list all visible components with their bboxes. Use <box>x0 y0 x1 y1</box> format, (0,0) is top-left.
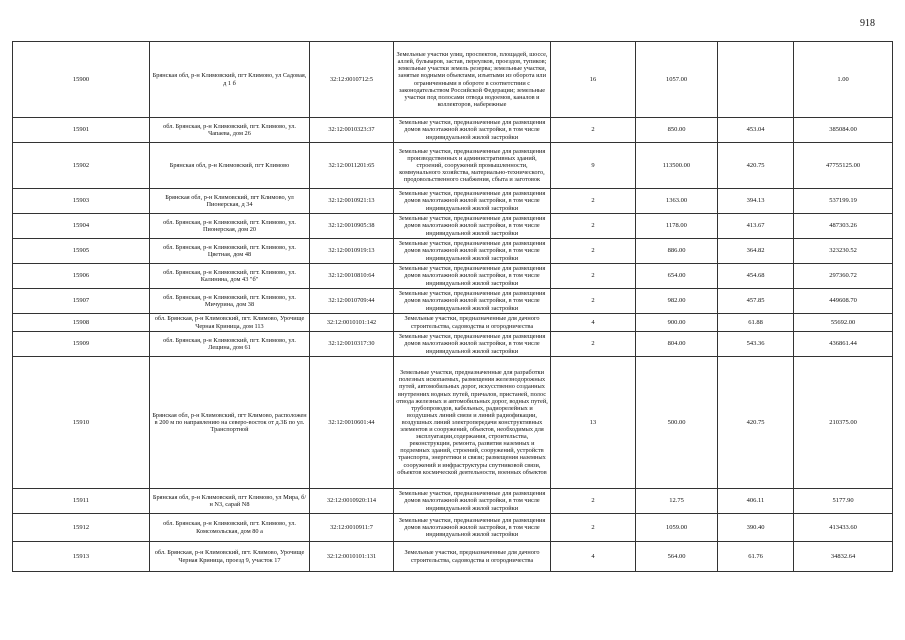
row-group-code: 2 <box>551 118 636 143</box>
row-group-code: 2 <box>551 189 636 214</box>
row-cadastral-value: 385084.00 <box>794 118 893 143</box>
row-number: 15905 <box>13 239 150 264</box>
row-unit-value: 406.11 <box>718 489 794 514</box>
row-cadastral-value: 487303.26 <box>794 214 893 239</box>
row-number: 15913 <box>13 542 150 572</box>
row-land-purpose: Земельные участки, предназначенные для размещения домов малоэтажной жилой застройки, в том числе индивидуальной жилой застройки <box>394 289 551 314</box>
row-number: 15904 <box>13 214 150 239</box>
row-area: 1059.00 <box>636 514 718 542</box>
row-group-code: 4 <box>551 314 636 332</box>
row-address: Брянская обл, р-н Климовский, пгт Климово <box>150 143 310 189</box>
row-address: Брянская обл, р-н Климовский, пгт Климово, ул Садовая, д 1 б <box>150 42 310 118</box>
row-unit-value: 394.13 <box>718 189 794 214</box>
row-area: 804.00 <box>636 332 718 357</box>
table-row <box>13 118 893 143</box>
row-unit-value <box>718 42 794 118</box>
table-row <box>13 42 893 118</box>
row-unit-value: 454.68 <box>718 264 794 289</box>
row-address: обл. Брянская, р-н Климовский, пгт. Климово, Урочище Черная Криница, дом 113 <box>150 314 310 332</box>
row-number: 15910 <box>13 357 150 489</box>
row-area: 1057.00 <box>636 42 718 118</box>
row-address: обл. Брянская, р-н Климовский, пгт. Климово, ул. Калинина, дом 43 "б" <box>150 264 310 289</box>
row-unit-value: 61.88 <box>718 314 794 332</box>
row-cadastral-value: 323230.52 <box>794 239 893 264</box>
table-row <box>13 542 893 572</box>
row-address: обл. Брянская, р-н Климовский, пгт. Климово, ул. Комсомольская, дом 80 а <box>150 514 310 542</box>
row-cadastral-number: 32:12:0010101:142 <box>310 314 394 332</box>
row-address: обл. Брянская, р-н Климовский, пгт. Климово, ул. Мичурина, дом 38 <box>150 289 310 314</box>
row-cadastral-value: 297360.72 <box>794 264 893 289</box>
row-cadastral-number: 32:12:0010317:30 <box>310 332 394 357</box>
row-cadastral-number: 32:12:0011201:65 <box>310 143 394 189</box>
row-group-code: 2 <box>551 214 636 239</box>
row-address: Брянская обл, р-н Климовский, пгт Климово, ул Мира, б/н N3, сарай N8 <box>150 489 310 514</box>
row-address: Брянская обл, р-н Климовский, пгт Климово, расположен в 200 м по направлению на северо-восток от д.3Б по ул. Транспортной <box>150 357 310 489</box>
row-unit-value: 61.76 <box>718 542 794 572</box>
row-number: 15900 <box>13 42 150 118</box>
row-area: 1363.00 <box>636 189 718 214</box>
row-address: Брянская обл, р-н Климовский, пгт Климово, ул Пионерская, д 34 <box>150 189 310 214</box>
row-cadastral-value: 537199.19 <box>794 189 893 214</box>
row-number: 15906 <box>13 264 150 289</box>
row-cadastral-value: 210375.00 <box>794 357 893 489</box>
row-unit-value: 453.04 <box>718 118 794 143</box>
row-address: обл. Брянская, р-н Климовский, пгт. Климово, Урочище Черная Криница, проезд 9, участок 17 <box>150 542 310 572</box>
row-land-purpose: Земельные участки, предназначенные для размещения домов малоэтажной жилой застройки, в том числе индивидуальной жилой застройки <box>394 189 551 214</box>
row-cadastral-value: 449608.70 <box>794 289 893 314</box>
row-area: 113500.00 <box>636 143 718 189</box>
row-land-purpose: Земельные участки, предназначенные для разработки полезных ископаемых, размещения железнодорожных путей, автомобильных дорог, искусственно созданных внутренних водных путей, причалов, пристаней, полос отвода железных и автомобильных дорог, водных путей, трубопроводов, кабельных, радиорелейных и воздушных линий связи и линий радиофикации, воздушных линий электропередачи конструктивных элементов и сооружений, объектов, необходимых для эксплуатации,содержания, строительства, реконструкции, ремонта, развития наземных и подземных зданий, строений, сооружений, устройств транспорта, энергетики и связи; размещения наземных сооружений и инфраструктуры спутниковой связи, объектов космической деятельности, военных объектов <box>394 357 551 489</box>
row-unit-value: 413.67 <box>718 214 794 239</box>
row-group-code: 2 <box>551 514 636 542</box>
table-row <box>13 514 893 542</box>
row-land-purpose: Земельные участки, предназначенные для размещения домов малоэтажной жилой застройки, в том числе индивидуальной жилой застройки <box>394 118 551 143</box>
row-cadastral-value: 1.00 <box>794 42 893 118</box>
row-number: 15902 <box>13 143 150 189</box>
row-group-code: 2 <box>551 239 636 264</box>
table-row <box>13 357 893 489</box>
row-cadastral-number: 32:12:0010921:13 <box>310 189 394 214</box>
row-address: обл. Брянская, р-н Климовский, пгт. Климово, ул. Пионерская, дом 20 <box>150 214 310 239</box>
row-land-purpose: Земельные участки, предназначенные для дачного строительства, садоводства и огородничества <box>394 314 551 332</box>
table-row <box>13 143 893 189</box>
table-row <box>13 189 893 214</box>
row-address: обл. Брянская, р-н Климовский, пгт. Климово, ул. Лещина, дом 61 <box>150 332 310 357</box>
row-area: 886.00 <box>636 239 718 264</box>
row-land-purpose: Земельные участки, предназначенные для размещения производственных и административных зданий, строений, сооружений промышленности, коммунального хозяйства, материально-технического, продовольственного снабжения, сбыта и заготовок <box>394 143 551 189</box>
row-number: 15907 <box>13 289 150 314</box>
row-cadastral-number: 32:12:0010920:114 <box>310 489 394 514</box>
row-cadastral-value: 413433.60 <box>794 514 893 542</box>
row-number: 15903 <box>13 189 150 214</box>
row-cadastral-number: 32:12:0010712:5 <box>310 42 394 118</box>
row-number: 15909 <box>13 332 150 357</box>
row-group-code: 2 <box>551 489 636 514</box>
row-group-code: 4 <box>551 542 636 572</box>
row-cadastral-number: 32:12:0010709:44 <box>310 289 394 314</box>
row-group-code: 16 <box>551 42 636 118</box>
cadastral-register-table <box>12 41 893 572</box>
row-land-purpose: Земельные участки, предназначенные для дачного строительства, садоводства и огородничества <box>394 542 551 572</box>
row-group-code: 2 <box>551 289 636 314</box>
row-number: 15912 <box>13 514 150 542</box>
row-group-code: 13 <box>551 357 636 489</box>
row-land-purpose: Земельные участки, предназначенные для размещения домов малоэтажной жилой застройки, в том числе индивидуальной жилой застройки <box>394 514 551 542</box>
row-land-purpose: Земельные участки улиц, проспектов, площадей, шоссе, аллей, бульваров, застав, переулков, проездов, тупиков; земельные участки земель резерва; земельные участки, занятые водными объектами, изъятыми из оборота или ограниченными в обороте в соответствии с законодательством Российской Федерации; земельные участки под полосами отвода водоемов, каналов и коллекторов, набережные <box>394 42 551 118</box>
row-address: обл. Брянская, р-н Климовский, пгт. Климово, ул. Цветная, дом 48 <box>150 239 310 264</box>
row-area: 1178.00 <box>636 214 718 239</box>
row-cadastral-number: 32:12:0010601:44 <box>310 357 394 489</box>
row-land-purpose: Земельные участки, предназначенные для размещения домов малоэтажной жилой застройки, в том числе индивидуальной жилой застройки <box>394 332 551 357</box>
row-unit-value: 457.85 <box>718 289 794 314</box>
table-row <box>13 332 893 357</box>
table-row <box>13 214 893 239</box>
table-row <box>13 314 893 332</box>
row-unit-value: 420.75 <box>718 357 794 489</box>
row-cadastral-number: 32:12:0010911:7 <box>310 514 394 542</box>
row-land-purpose: Земельные участки, предназначенные для размещения домов малоэтажной жилой застройки, в том числе индивидуальной жилой застройки <box>394 264 551 289</box>
row-cadastral-value: 47755125.00 <box>794 143 893 189</box>
table-row <box>13 489 893 514</box>
row-area: 982.00 <box>636 289 718 314</box>
row-group-code: 2 <box>551 332 636 357</box>
row-area: 654.00 <box>636 264 718 289</box>
row-number: 15908 <box>13 314 150 332</box>
row-group-code: 9 <box>551 143 636 189</box>
row-unit-value: 364.82 <box>718 239 794 264</box>
table-row <box>13 239 893 264</box>
row-number: 15911 <box>13 489 150 514</box>
row-address: обл. Брянская, р-н Климовский, пгт. Климово, ул. Чапаева, дом 26 <box>150 118 310 143</box>
row-cadastral-number: 32:12:0010905:38 <box>310 214 394 239</box>
row-area: 564.00 <box>636 542 718 572</box>
row-cadastral-number: 32:12:0010919:13 <box>310 239 394 264</box>
row-number: 15901 <box>13 118 150 143</box>
row-area: 850.00 <box>636 118 718 143</box>
row-land-purpose: Земельные участки, предназначенные для размещения домов малоэтажной жилой застройки, в том числе индивидуальной жилой застройки <box>394 239 551 264</box>
row-unit-value: 390.40 <box>718 514 794 542</box>
row-cadastral-value: 55692.00 <box>794 314 893 332</box>
table-body <box>13 42 893 572</box>
row-cadastral-number: 32:12:0010101:131 <box>310 542 394 572</box>
row-area: 500.00 <box>636 357 718 489</box>
row-cadastral-value: 34832.64 <box>794 542 893 572</box>
row-area: 12.75 <box>636 489 718 514</box>
table-row <box>13 264 893 289</box>
row-cadastral-value: 5177.90 <box>794 489 893 514</box>
row-area: 900.00 <box>636 314 718 332</box>
row-land-purpose: Земельные участки, предназначенные для размещения домов малоэтажной жилой застройки, в том числе индивидуальной жилой застройки <box>394 214 551 239</box>
page-number: 918 <box>860 18 875 29</box>
row-unit-value: 543.36 <box>718 332 794 357</box>
row-group-code: 2 <box>551 264 636 289</box>
table-row <box>13 289 893 314</box>
row-land-purpose: Земельные участки, предназначенные для размещения домов малоэтажной жилой застройки, в том числе индивидуальной жилой застройки <box>394 489 551 514</box>
row-unit-value: 420.75 <box>718 143 794 189</box>
row-cadastral-number: 32:12:0010323:37 <box>310 118 394 143</box>
row-cadastral-number: 32:12:0010810:64 <box>310 264 394 289</box>
row-cadastral-value: 436861.44 <box>794 332 893 357</box>
